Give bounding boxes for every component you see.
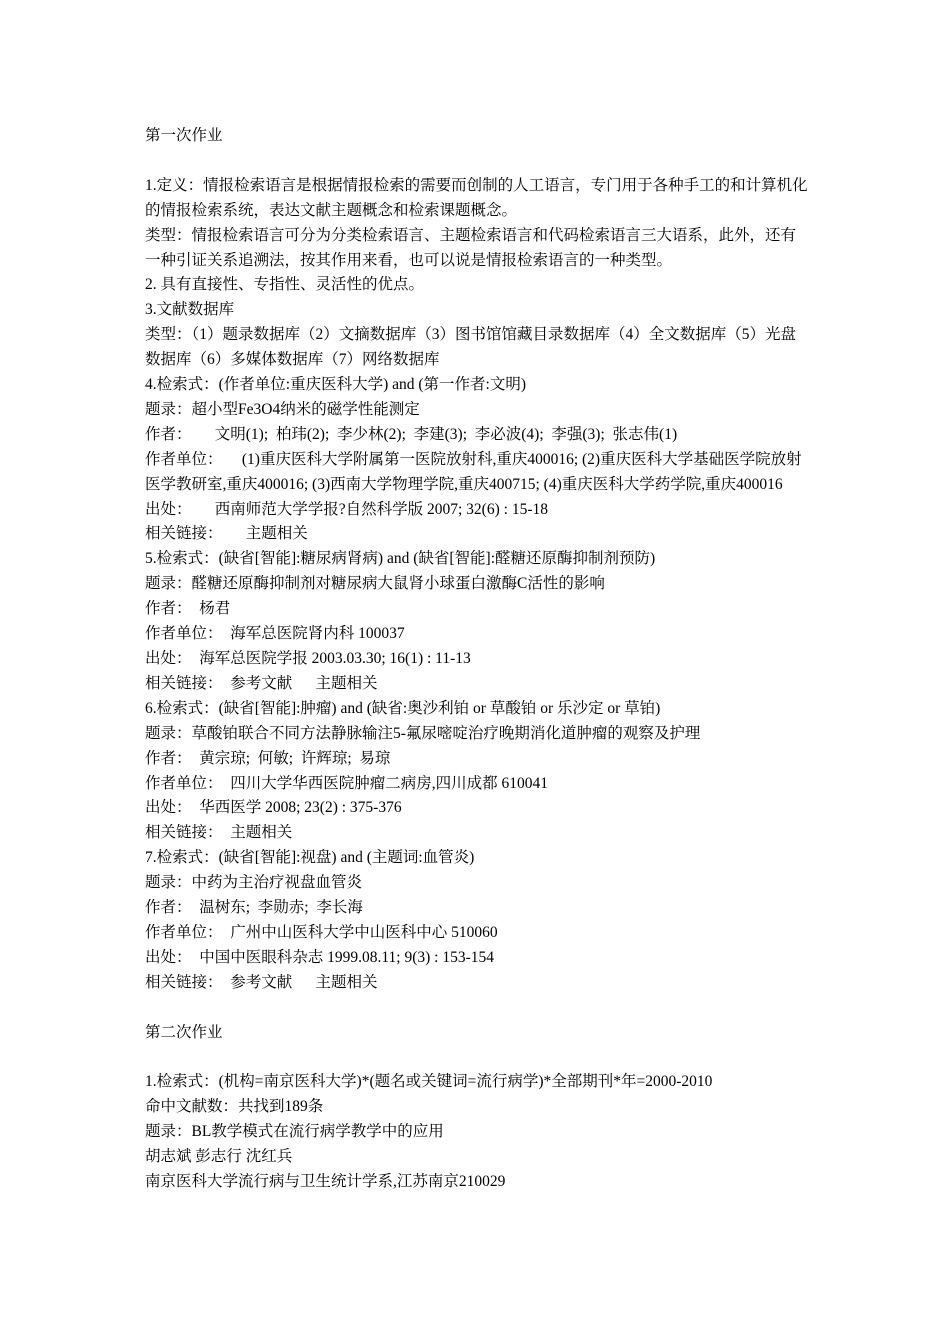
text-line: 1.检索式：(机构=南京医科大学)*(题名或关键词=流行病学)*全部期刊*年=2000-2010 — [145, 1073, 713, 1091]
text-line: 作者单位： 广州中山医科大学中山医科中心 510060 — [145, 923, 498, 941]
text-line: 类型：（1）题录数据库（2）文摘数据库（3）图书馆馆藏目录数据库（4）全文数据库（5）光盘数据库（6）多媒体数据库（7）网络数据库 — [145, 326, 797, 369]
text-line: 相关链接： 主题相关 — [145, 525, 308, 543]
text-line: 题录：中药为主治疗视盘血管炎 — [145, 874, 363, 892]
text-line: 1.定义：情报检索语言是根据情报检索的需要而创制的人工语言，专门用于各种手工的和计算机化的情报检索系统，表达文献主题概念和检索课题概念。 — [145, 176, 808, 219]
text-line: 题录：草酸铂联合不同方法静脉输注5-氟尿嘧啶治疗晚期消化道肿瘤的观察及护理 — [145, 724, 701, 742]
spacer — [145, 149, 810, 174]
text-line: 出处： 华西医学 2008; 23(2) : 375-376 — [145, 799, 402, 817]
text-line: 作者： 黄宗琼; 何敏; 许辉琼; 易琼 — [145, 749, 391, 767]
text-line: 2. 具有直接性、专指性、灵活性的优点。 — [145, 276, 425, 294]
text-line: 相关链接： 参考文献 主题相关 — [145, 973, 378, 991]
text-line: 相关链接： 主题相关 — [145, 824, 293, 842]
spacer — [145, 1046, 810, 1071]
text-line: 题录：BL教学模式在流行病学教学中的应用 — [145, 1123, 444, 1141]
text-line: 3.文献数据库 — [145, 301, 235, 319]
text-line: 胡志斌 彭志行 沈红兵 — [145, 1148, 293, 1166]
text-line: 出处： 中国中医眼科杂志 1999.08.11; 9(3) : 153-154 — [145, 948, 495, 966]
text-line: 相关链接： 参考文献 主题相关 — [145, 674, 378, 692]
text-line: 题录：醛糖还原酶抑制剂对糖尿病大鼠肾小球蛋白激酶C活性的影响 — [145, 575, 605, 593]
text-line: 作者： 杨君 — [145, 600, 231, 618]
text-line: 6.检索式：(缺省[智能]:肿瘤) and (缺省:奥沙利铂 or 草酸铂 or 乐沙定 or 草铂) — [145, 699, 661, 717]
text-line: 作者单位： (1)重庆医科大学附属第一医院放射科,重庆400016; (2)重庆医科大学基础医学院放射医学教研室,重庆400016; (3)西南大学物理学院,重庆400715; (4)重庆医科大学药学院,重庆400016 — [145, 450, 802, 493]
text-line: 7.检索式：(缺省[智能]:视盘) and (主题词:血管炎) — [145, 849, 475, 867]
text-line: 作者： 温树东; 李勋赤; 李长海 — [145, 899, 363, 917]
homework-1-title: 第一次作业 — [145, 127, 223, 144]
text-line: 出处： 海军总医院学报 2003.03.30; 16(1) : 11-13 — [145, 650, 471, 668]
text-line: 作者： 文明(1); 柏玮(2); 李少林(2); 李建(3); 李必波(4); 李强(3); 张志伟(1) — [145, 425, 678, 443]
spacer — [145, 996, 810, 1021]
text-line: 4.检索式：(作者单位:重庆医科大学) and (第一作者:文明) — [145, 376, 527, 394]
text-line: 作者单位： 海军总医院肾内科 100037 — [145, 625, 405, 643]
document-page — [145, 124, 810, 1195]
homework-2-title: 第二次作业 — [145, 1023, 223, 1041]
homework-1-body — [145, 174, 810, 996]
text-line: 5.检索式：(缺省[智能]:糖尿病肾病) and (缺省[智能]:醛糖还原酶抑制剂预防) — [145, 550, 656, 568]
text-line: 类型：情报检索语言可分为分类检索语言、主题检索语言和代码检索语言三大语系，此外，还有一种引证关系追溯法，按其作用来看，也可以说是情报检索语言的一种类型。 — [145, 226, 797, 269]
text-line: 出处： 西南师范大学学报?自然科学版 2007; 32(6) : 15-18 — [145, 500, 548, 518]
homework-2-body — [145, 1070, 810, 1195]
text-line: 题录：超小型Fe3O4纳米的磁学性能测定 — [145, 400, 420, 418]
text-line: 南京医科大学流行病与卫生统计学系,江苏南京210029 — [145, 1173, 506, 1191]
text-line: 作者单位： 四川大学华西医院肿瘤二病房,四川成都 610041 — [145, 774, 549, 792]
text-line: 命中文献数：共找到189条 — [145, 1098, 324, 1116]
